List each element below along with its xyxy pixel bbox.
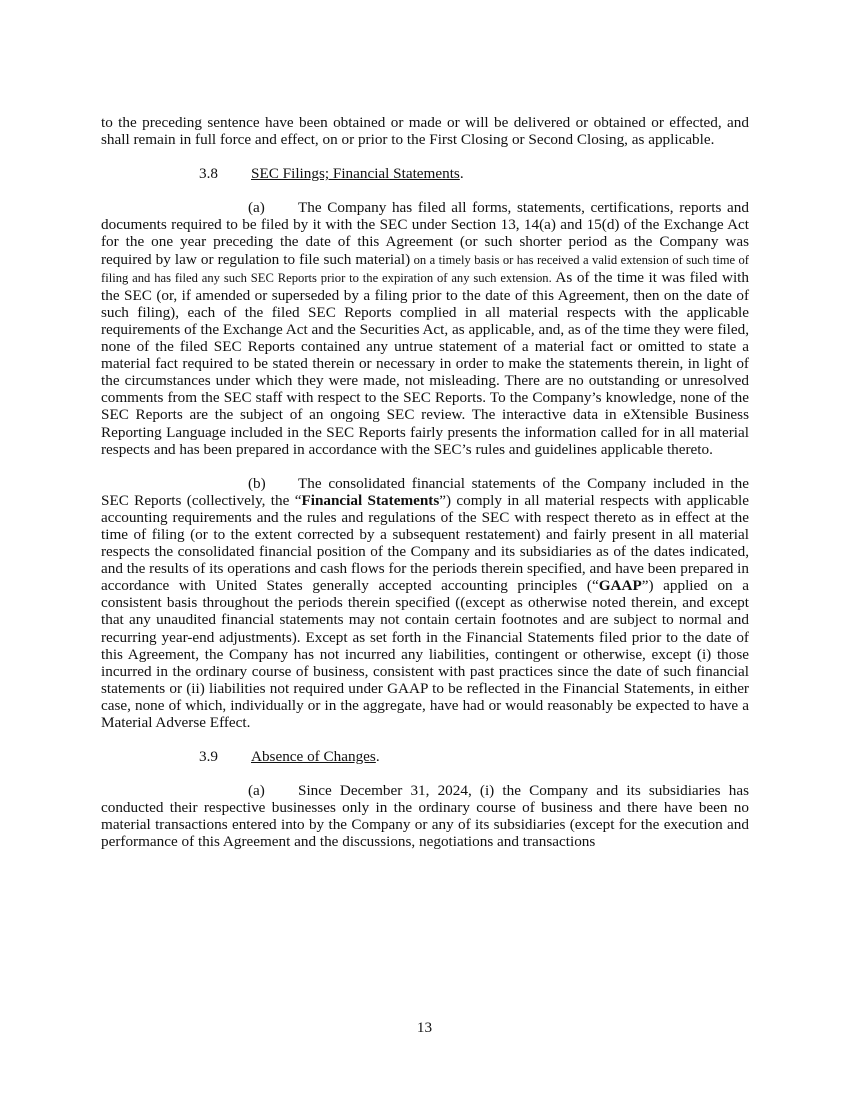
section-3-8-a-paragraph: (a) The Company has filed all forms, statements, certifications, reports and documents required to be filed by it with the SEC under Section 13, 14(a) and 15(d) of the Exchange Act for the one year preceding the date of this Agreement (or such shorter period as the Company was required by law or regulation to file such material) on a timely basis or has received a valid extension of such time of filing and has filed any such SEC Reports prior to the expiration of any such extension. As of the time it was filed with the SEC (or, if amended or superseded by a filing prior to the date of this Agreement, then on the date of such filing), each of the filed SEC Reports complied in all material respects with the applicable requirements of the Exchange Act and the Securities Act, as applicable, and, as of the time they were filed, none of the filed SEC Reports contained any untrue statement of a material fact or omitted to state a material fact required to be stated therein or necessary in order to make the statements therein, in light of the circumstances under which they were made, not misleading. There are no outstanding or unresolved comments from the SEC staff with respect to the SEC Reports. To the Company’s knowledge, none of the SEC Reports are the subject of an ongoing SEC review. The interactive data in eXtensible Business Reporting Language included in the SEC Reports fairly presents the information called for in all material respects and has been prepared in accordance with the SEC’s rules and guidelines applicable thereto. xyxy=(101,199,750,458)
section-title: Absence of Changes xyxy=(251,748,376,766)
continuation-paragraph: to the preceding sentence have been obtained or made or will be delivered or obtained or effected, and shall remain in full force and effect, on or prior to the First Closing or Second Closing, as applicable. xyxy=(101,114,749,149)
document-page xyxy=(101,114,749,851)
paragraph-label: (a) xyxy=(248,199,265,217)
page-number: 13 xyxy=(416,1019,433,1036)
section-3-8-b-paragraph: (b) The consolidated financial statements of the Company included in the SEC Reports (collectively, the “Financial Statements”) comply in all material respects with applicable accounting requirements and the rules and regulations of the SEC with respect thereto as in effect at the time of filing (or to the extent corrected by a subsequent restatement) and fairly present in all material respects the consolidated financial position of the Company and its subsidiaries as of the dates indicated, and the results of its operations and cash flows for the periods therein specified, and have been prepared in accordance with United States generally accepted accounting principles (“GAAP”) applied on a consistent basis throughout the periods therein specified ((except as otherwise noted therein, and except that any unaudited financial statements may not contain certain footnotes and are subject to normal and recurring year-end adjustments). Except as set forth in the Financial Statements filed prior to the date of this Agreement, the Company has not incurred any liabilities, contingent or otherwise, except (i) those incurred in the ordinary course of business, consistent with past practices since the date of such financial statements or (ii) liabilities not required under GAAP to be reflected in the Financial Statements, in either case, none of which, individually or in the aggregate, have had or would reasonably be expected to have a Material Adverse Effect. xyxy=(101,474,750,731)
paragraph-label: (a) xyxy=(248,782,265,800)
section-number: 3.9 xyxy=(199,748,218,766)
section-3-9-heading: 3.9 Absence of Changes. xyxy=(199,748,380,766)
section-3-9-a-paragraph: (a) Since December 31, 2024, (i) the Company and its subsidiaries has conducted their respective businesses only in the ordinary course of business and there have been no material transactions entered into by the Company or any of its subsidiaries (except for the execution and performance of this Agreement and the discussions, negotiations and transactions xyxy=(101,782,749,851)
paragraph-label: (b) xyxy=(248,474,266,492)
defined-term: GAAP xyxy=(598,577,642,595)
defined-term: Financial Statements xyxy=(301,491,440,509)
section-3-8-heading: 3.8 SEC Filings; Financial Statements. xyxy=(199,165,464,183)
section-number: 3.8 xyxy=(199,165,218,183)
section-title: SEC Filings; Financial Statements xyxy=(251,165,460,183)
